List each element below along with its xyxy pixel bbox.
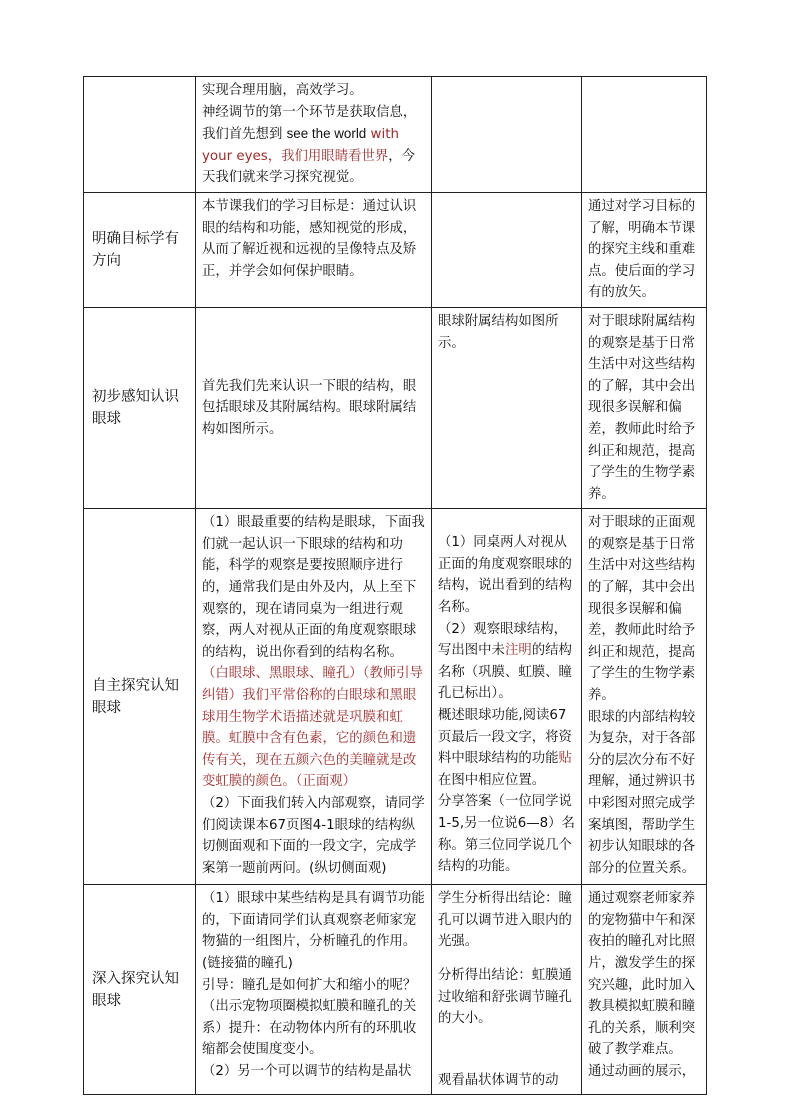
table-row xyxy=(84,307,707,508)
highlight-text: （白眼球、黑眼球、瞳孔）（教师引导纠错）我们平常俗称的白眼球和黑眼球用生物学术语描述就是巩膜和虹膜。虹膜中含有色素，它的颜色和遗传有关，现在五颜六色的美瞳就是改变虹膜的颜色。（正面观） xyxy=(202,666,423,790)
teacher-activity-cell: 本节课我们的学习目标是：通过认识眼的结构和功能，感知视觉的形成，从而了解近视和远视的呈像特点及矫正，并学会如何保护眼睛。 xyxy=(196,192,432,307)
stage-cell: 深入探究认知眼球 xyxy=(84,885,196,1095)
teacher-activity-cell: （1）眼最重要的结构是眼球，下面我们就一起认识一下眼球的结构和功能，科学的观察是要按照顺序进行的，通常我们是由外及内，从上至下观察的，现在请同桌为一组进行观察，两人对视从正面的角度观察眼球的结构，说出你看到的结构名称。 （白眼球、黑眼球、瞳孔）（教师引导纠错）我们平常俗称的白眼球和黑眼球用生物学术语描述就是巩膜和虹膜。虹膜中含有色素，它的颜色和遗传有关，现在五颜六色的美瞳就是改变虹膜的颜色。（正面观） （2）下面我们转入内部观察，请同学们阅读课本67页图4-1眼球的结构纵切侧面观和下面的一段文字，完成学案第一题前两问。(纵切侧面观) xyxy=(196,509,432,885)
highlight-text: 贴 xyxy=(558,751,572,767)
lesson-plan-table xyxy=(83,76,707,1095)
design-intent-cell xyxy=(582,77,707,193)
table-row xyxy=(84,192,707,307)
highlight-text: 注明 xyxy=(504,643,532,659)
teacher-activity-cell: 实现合理用脑，高效学习。 神经调节的第一个环节是获取信息，我们首先想到 see the world with your eyes，我们用眼睛看世界，今天我们就来学习探究视觉。 xyxy=(196,77,432,193)
stage-cell: 自主探究认知眼球 xyxy=(84,509,196,885)
student-activity-cell xyxy=(432,192,582,307)
design-intent-cell: 通过观察老师家养的宠物猫中午和深夜拍的瞳孔对比照片，激发学生的探究兴趣，此时加入教具模拟虹膜和瞳孔的关系，顺利突破了教学难点。 通过动画的展示， xyxy=(582,885,707,1095)
table-row xyxy=(84,77,707,193)
table-row xyxy=(84,885,707,1095)
design-intent-cell: 对于眼球的正面观的观察是基于日常生活中对这些结构的了解，其中会出现很多误解和偏差，教师此时给予纠正和规范，提高了学生的生物学素养。 眼球的内部结构较为复杂，对于各部分的层次分布不好理解，通过辨识书中彩图对照完成学案填图，帮助学生初步认知眼球的各部分的位置关系。 xyxy=(582,509,707,885)
design-intent-cell: 通过对学习目标的了解，明确本节课的探究主线和重难点。使后面的学习有的放矢。 xyxy=(582,192,707,307)
stage-cell: 初步感知认识眼球 xyxy=(84,307,196,508)
design-intent-cell: 对于眼球附属结构的观察是基于日常生活中对这些结构的了解，其中会出现很多误解和偏差，教师此时给予纠正和规范，提高了学生的生物学素养。 xyxy=(582,307,707,508)
teacher-activity-cell: 首先我们先来认识一下眼的结构，眼包括眼球及其附属结构。眼球附属结构如图所示。 xyxy=(196,307,432,508)
student-activity-cell xyxy=(432,77,582,193)
stage-cell xyxy=(84,77,196,193)
teacher-activity-cell: （1）眼球中某些结构是具有调节功能的，下面请同学们认真观察老师家宠物猫的一组图片，分析瞳孔的作用。(链接猫的瞳孔) 引导：瞳孔是如何扩大和缩小的呢？（出示宠物项圈模拟虹膜和瞳孔的关系）提升：在动物体内所有的环肌收缩都会使围度变小。 （2）另一个可以调节的结构是晶状 xyxy=(196,885,432,1095)
student-activity-cell: （1）同桌两人对视从正面的角度观察眼球的结构，说出看到的结构名称。 （2）观察眼球结构，写出图中未注明的结构名称（巩膜、虹膜、瞳孔已标出）。 概述眼球功能,阅读67页最后一段文字，将资料中眼球结构的功能贴在图中相应位置。 分享答案（一位同学说1-5,另一位说6—8）名称。第三位同学说几个结构的功能。 xyxy=(432,509,582,885)
student-activity-cell: 学生分析得出结论：瞳孔可以调节进入眼内的光强。 分析得出结论：虹膜通过收缩和舒张调节瞳孔的大小。 观看晶状体调节的动 xyxy=(432,885,582,1095)
table-row xyxy=(84,509,707,885)
stage-cell: 明确目标学有方向 xyxy=(84,192,196,307)
student-activity-cell: 眼球附属结构如图所示。 xyxy=(432,307,582,508)
highlight-text: with your eyes，我们用眼睛看世界 xyxy=(202,127,399,164)
